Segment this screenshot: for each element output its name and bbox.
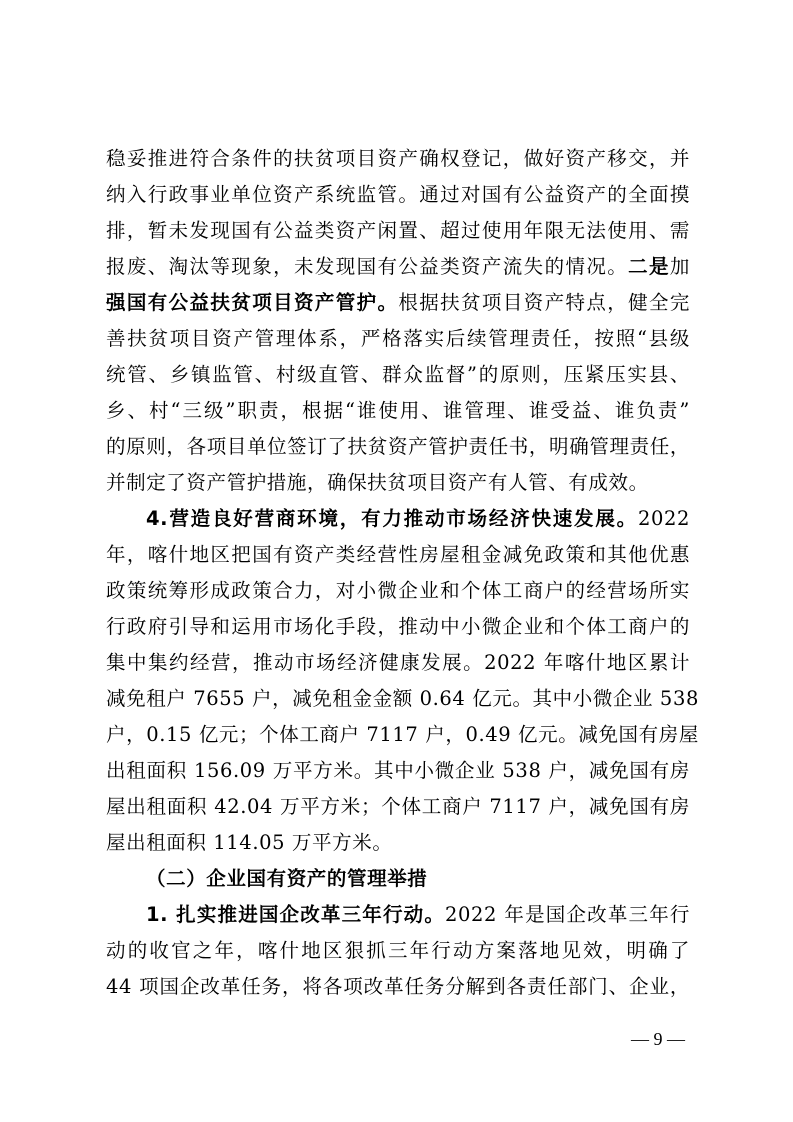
paragraph-line	[106, 823, 690, 863]
line-text: 屋出租面积 42.04 万平方米；个体工商户 7117 户，减免国有房	[106, 795, 690, 818]
line-text: 出租面积 156.09 万平方米。其中小微企业 538 户，减免国有房	[106, 759, 690, 782]
line-text: 并制定了资产管护措施，确保扶贫项目资产有人管、有成效。	[106, 471, 649, 494]
line-text: 2022 年是国企改革三年行	[445, 903, 690, 926]
paragraph-line	[106, 247, 690, 287]
line-text: 屋出租面积 114.05 万平方米。	[106, 831, 393, 854]
line-text: 善扶贫项目资产管理体系，严格落实后续管理责任，按照“县级	[106, 327, 690, 350]
line-text: 年，喀什地区把国有资产类经营性房屋租金减免政策和其他优惠	[106, 543, 690, 566]
line-text: 政策统筹形成政策合力，对小微企业和个体工商户的经营场所实	[106, 579, 690, 602]
paragraph-line	[146, 499, 690, 539]
paragraph-line	[106, 751, 690, 791]
line-text: 纳入行政事业单位资产系统监管。通过对国有公益资产的全面摸	[106, 183, 690, 206]
line-text: 44 项国企改革任务，将各项改革任务分解到各责任部门、企业，	[106, 975, 690, 998]
paragraph-line	[106, 787, 690, 827]
paragraph-line	[146, 895, 690, 935]
paragraph-line	[106, 391, 690, 431]
paragraph-line	[106, 211, 690, 251]
line-text: 户，0.15 亿元；个体工商户 7117 户，0.49 亿元。减免国有房屋	[106, 723, 699, 746]
paragraph-line	[106, 139, 690, 179]
section-heading: 1. 扎实推进国企改革三年行动。	[146, 903, 446, 926]
paragraph-line	[106, 175, 690, 215]
line-text: 报废、淘汰等现象，未发现国有公益类资产流失的情况。	[106, 255, 629, 278]
line-text: 乡、村“三级”职责，根据“谁使用、谁管理、谁受益、谁负责”	[106, 399, 690, 422]
bold-text: 强国有公益扶贫项目资产管护。	[106, 291, 399, 314]
line-text: 统管、乡镇监管、村级直管、群众监督”的原则，压紧压实县、	[106, 363, 690, 386]
section-heading: 4.营造良好营商环境，有力推动市场经济快速发展。	[146, 507, 638, 530]
line-text: 动的收官之年，喀什地区狠抓三年行动方案落地见效，明确了	[106, 939, 690, 962]
paragraph-line	[106, 283, 690, 323]
paragraph-line	[106, 427, 690, 467]
paragraph-line	[106, 319, 690, 359]
section-heading-line	[146, 859, 690, 899]
line-text: 加	[669, 255, 690, 278]
line-text: 减免租户 7655 户，减免租金金额 0.64 亿元。其中小微企业 538	[106, 687, 699, 710]
paragraph-line	[106, 679, 699, 719]
line-text: 稳妥推进符合条件的扶贫项目资产确权登记，做好资产移交，并	[106, 147, 690, 170]
paragraph-line	[106, 463, 690, 503]
paragraph-line	[106, 967, 690, 1007]
section-heading: （二）企业国有资产的管理举措	[146, 867, 428, 890]
paragraph-line	[106, 643, 690, 683]
bold-text: 二是	[628, 255, 670, 278]
line-text: 2022	[637, 507, 690, 530]
paragraph-line	[106, 715, 699, 755]
page-number: — 9 —	[631, 1029, 685, 1049]
paragraph-line	[106, 355, 690, 395]
line-text: 行政府引导和运用市场化手段，推动中小微企业和个体工商户的	[106, 615, 690, 638]
line-text: 排，暂未发现国有公益类资产闲置、超过使用年限无法使用、需	[106, 219, 690, 242]
paragraph-line	[106, 607, 690, 647]
line-text: 集中集约经营，推动市场经济健康发展。2022 年喀什地区累计	[106, 651, 690, 674]
paragraph-line	[106, 931, 690, 971]
paragraph-line	[106, 535, 690, 575]
paragraph-line	[106, 571, 690, 611]
line-text: 的原则，各项目单位签订了扶贫资产管护责任书，明确管理责任，	[106, 435, 690, 458]
line-text: 根据扶贫项目资产特点，健全完	[398, 291, 690, 314]
